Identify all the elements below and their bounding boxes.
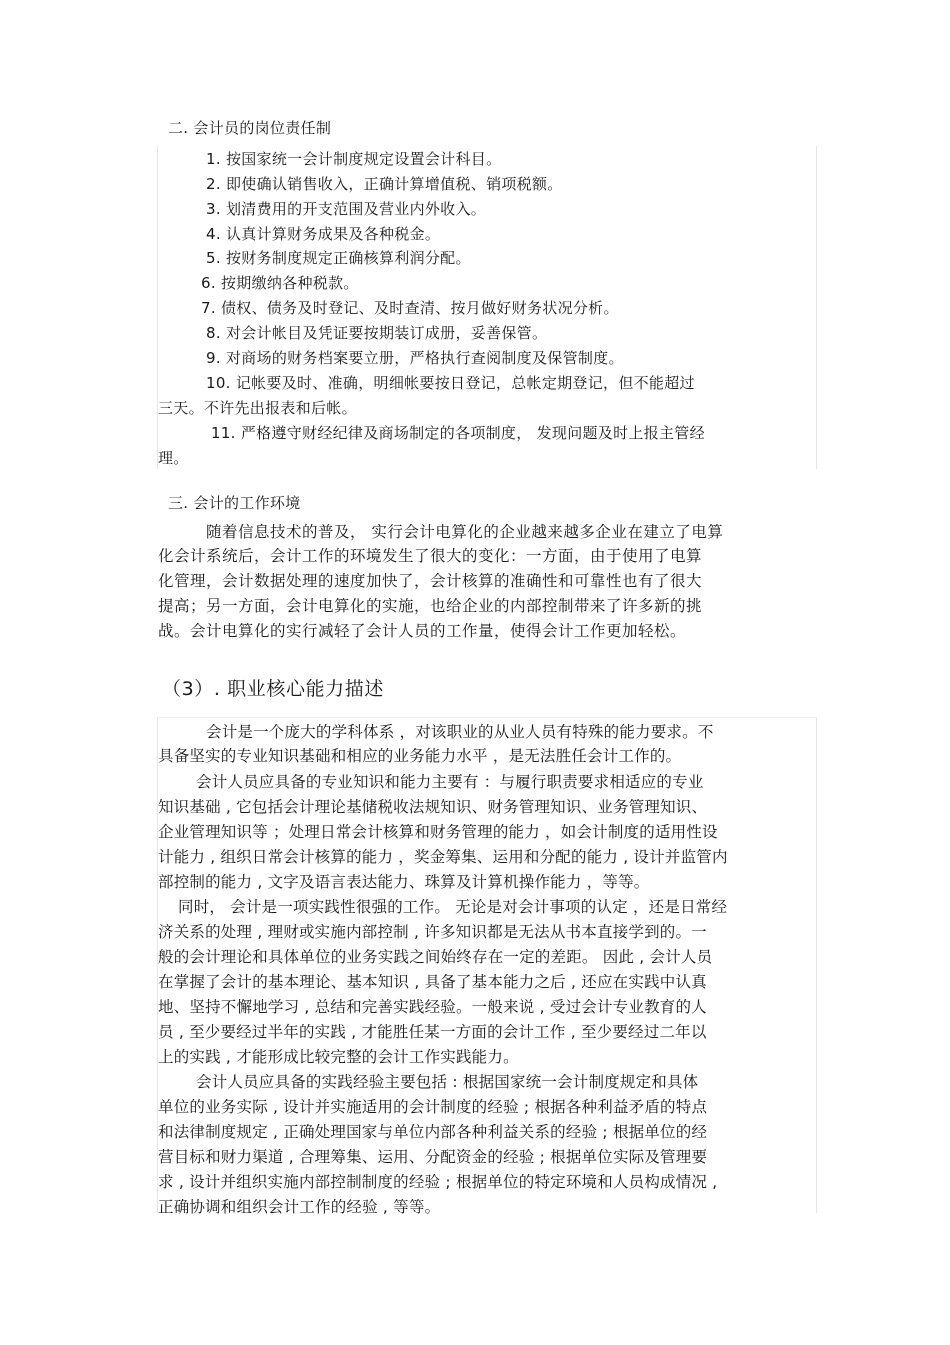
duty-item: 2. 即使确认销售收入，正确计算增值税、销项税额。: [206, 175, 563, 193]
duty-item: 8. 对会计帐目及凭证要按期装订成册，妥善保管。: [206, 324, 548, 342]
duty-item: 6. 按期缴纳各种税款。: [201, 274, 359, 292]
paragraph-line: 会计是一个庞大的学科体系 ，对该职业的从业人员有特殊的能力要求。不: [206, 723, 714, 741]
paragraph-line: 求 , 设计并组织实施内部控制制度的经验 ; 根据单位的特定环境和人员构成情况 ,: [158, 1173, 718, 1191]
section-heading-environment: 三. 会计的工作环境: [168, 494, 301, 512]
paragraph-line: 具备坚实的专业知识基础和相应的业务能力水平 ，是无法胜任会计工作的。: [158, 747, 682, 765]
paragraph-line: 会计人员应具备的实践经验主要包括 : 根据国家统一会计制度规定和具体: [196, 1073, 699, 1091]
duty-item: 1. 按国家统一会计制度规定设置会计科目。: [206, 150, 502, 168]
paragraph-line: 计能力 , 组织日常会计核算的能力 ，奖金筹集、运用和分配的能力 , 设计并监管内: [158, 848, 728, 866]
paragraph-line: 单位的业务实际 , 设计并实施适用的会计制度的经验 ; 根据各种利益矛盾的特点: [158, 1098, 708, 1116]
paragraph-line: 随着信息技术的普及， 实行会计电算化的企业越来越多企业在建立了电算: [206, 523, 724, 541]
section-heading-core-abilities: （3）. 职业核心能力描述: [162, 678, 384, 700]
paragraph-line: 提高；另一方面，会计电算化的实施，也给企业的内部控制带来了许多新的挑: [158, 597, 703, 615]
paragraph-line: 知识基础 , 它包括会计理论基储税收法规知识、财务管理知识、业务管理知识、: [158, 798, 708, 816]
duty-item: 7. 债权、债务及时登记、及时查清、按月做好财务状况分析。: [201, 299, 619, 317]
duty-item: 9. 对商场的财务档案要立册，严格执行查阅制度及保管制度。: [206, 349, 624, 367]
paragraph-line: 化管理，会计数据处理的速度加快了，会计核算的准确性和可靠性也有了很大: [158, 572, 703, 590]
section-heading-duties: 二. 会计员的岗位责任制: [168, 119, 332, 137]
paragraph-line: 战。会计电算化的实行减轻了会计人员的工作量，使得会计工作更加轻松。: [158, 622, 687, 640]
paragraph-line: 地、坚持不懈地学习 , 总结和完善实践经验。一般来说 , 受过会计专业教育的人: [158, 998, 707, 1016]
duty-item: 3. 划清费用的开支范围及营业内外收入。: [206, 200, 487, 218]
paragraph-line: 会计人员应具备的专业知识和能力主要有 ：与履行职责要求相适应的专业: [196, 773, 704, 791]
duty-item: 11. 严格遵守财经纪律及商场制定的各项制度， 发现问题及时上报主管经: [211, 424, 705, 442]
duty-item: 5. 按财务制度规定正确核算利润分配。: [206, 249, 471, 267]
duty-item-continued: 三天。不许先出报表和后帐。: [158, 399, 357, 417]
paragraph-line: 同时， 会计是一项实践性很强的工作。 无论是对会计事项的认定 ，还是日常经: [178, 898, 728, 916]
paragraph-line: 营目标和财力渠道 , 合理筹集、运用、分配资金的经验 ; 根据单位实际及管理要: [158, 1148, 708, 1166]
paragraph-line: 部控制的能力 , 文字及语言表达能力、珠算及计算机操作能力 ，等等。: [158, 873, 650, 891]
paragraph-line: 化会计系统后，会计工作的环境发生了很大的变化：一方面，由于使用了电算: [158, 547, 703, 565]
duty-item: 10. 记帐要及时、准确，明细帐要按日登记，总帐定期登记，但不能超过: [206, 374, 695, 392]
paragraph-line: 上的实践 , 才能形成比较完整的会计工作实践能力。: [158, 1048, 519, 1066]
paragraph-line: 和法律制度规定 , 正确处理国家与单位内部各种利益关系的经验 ; 根据单位的经: [158, 1123, 708, 1141]
paragraph-line: 员 , 至少要经过半年的实践 , 才能胜任某一方面的会计工作 , 至少要经过二年以: [158, 1023, 707, 1041]
paragraph-line: 正确协调和组织会计工作的经验 , 等等。: [158, 1198, 441, 1216]
duty-item-continued: 理。: [158, 449, 189, 467]
paragraph-line: 企业管理知识等 ；处理日常会计核算和财务管理的能力 ，如会计制度的适用性设: [158, 823, 718, 841]
paragraph-line: 在掌握了会计的基本理论、基本知识 , 具备了基本能力之后 , 还应在实践中认真: [158, 973, 707, 991]
paragraph-line: 济关系的处理 , 理财或实施内部控制 , 许多知识都是无法从书本直接学到的。一: [158, 923, 707, 941]
paragraph-line: 般的会计理论和具体单位的业务实践之间始终存在一定的差距。 因此 , 会计人员: [158, 948, 713, 966]
duty-item: 4. 认真计算财务成果及各种税金。: [206, 225, 441, 243]
